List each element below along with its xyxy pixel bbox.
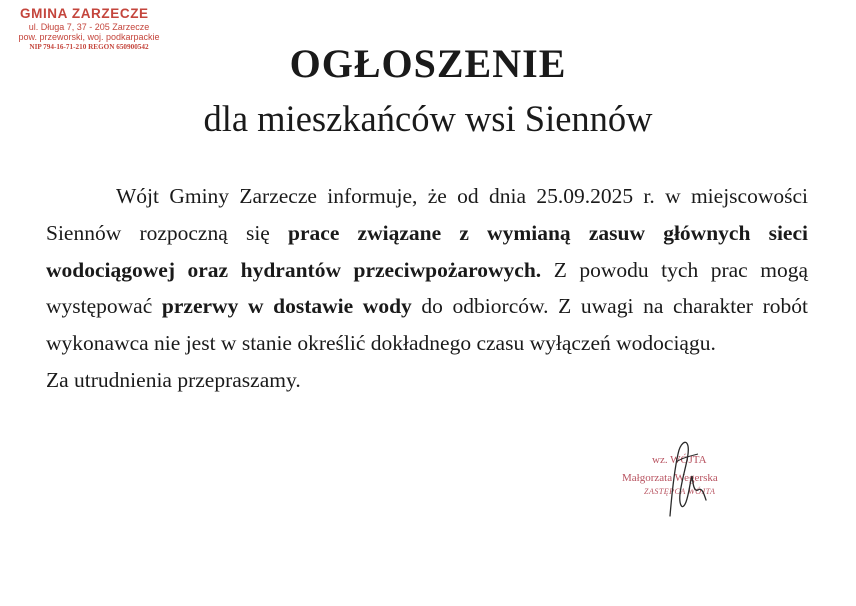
stamp-region: pow. przeworski, woj. podkarpackie bbox=[18, 32, 160, 42]
paragraph-end: do odbiorców. Z uwagi na charakter robót wykonawca nie jest w stanie określić dokładnego czasu wyłączeń wodociągu. bbox=[46, 294, 808, 356]
paragraph-intro: Wójt Gminy Zarzecze informuje, że od dnia 25.09.2025 r. w miejscowości Siennów rozpoczną się bbox=[46, 184, 808, 245]
paragraph-highlight-outage: przerwy w dostawie wody bbox=[161, 294, 412, 319]
handwritten-signature-icon bbox=[612, 432, 762, 522]
paragraph-highlight-works: prace związane z wymianą zasuw głównych sieci wodociągowej oraz hydrantów przeciwpożarowych. bbox=[46, 220, 808, 282]
stamp-office-name: GMINA ZARZECZE bbox=[20, 6, 149, 21]
signature-name: Małgorzata Wegerska bbox=[622, 472, 718, 484]
signature-role: ZASTĘPCA WÓJTA bbox=[644, 487, 716, 496]
stamp-ids: NIP 794-16-71-210 REGON 650900542 bbox=[29, 43, 149, 51]
page-subtitle: dla mieszkańców wsi Siennów bbox=[203, 98, 653, 139]
page-title: OGŁOSZENIE bbox=[289, 41, 567, 86]
announcement-body bbox=[46, 178, 808, 399]
announcement-paragraph bbox=[46, 178, 808, 362]
signature-block bbox=[612, 432, 762, 522]
stamp-address: ul. Długa 7, 37 - 205 Zarzecze bbox=[28, 22, 150, 32]
paragraph-middle: Z powodu tych prac mogą występować bbox=[46, 257, 809, 319]
closing-line: Za utrudnienia przepraszamy. bbox=[46, 367, 301, 392]
signature-wz-label: wz. WÓJTA bbox=[652, 454, 707, 466]
